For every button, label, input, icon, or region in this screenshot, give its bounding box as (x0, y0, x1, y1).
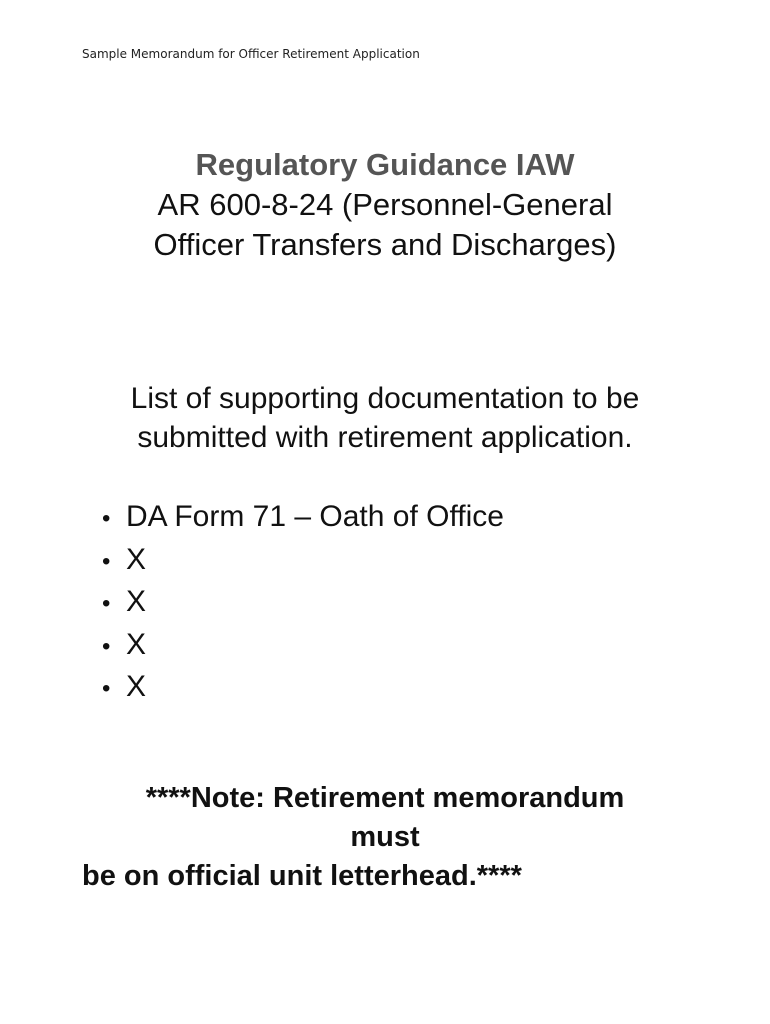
list-item (102, 625, 504, 668)
list-item-text: X (126, 670, 147, 703)
list-item (102, 497, 504, 540)
regulatory-guidance (0, 145, 770, 265)
list-item (102, 667, 504, 710)
guidance-heading: Regulatory Guidance IAW (195, 147, 575, 182)
guidance-regulation-title: Officer Transfers and Discharges) (153, 227, 617, 262)
note-line-3: be on official unit letterhead.**** (82, 860, 522, 892)
list-item-text: X (126, 627, 147, 661)
bullet-icon: • (102, 505, 111, 532)
note-line-2: must (350, 821, 420, 853)
letterhead-note (0, 779, 770, 896)
list-item (102, 540, 504, 583)
list-item-text: X (126, 542, 147, 576)
guidance-regulation: AR 600-8-24 (Personnel-General (157, 187, 613, 222)
bullet-icon: • (102, 675, 111, 702)
list-item-text: X (126, 585, 147, 618)
intro-line-2: submitted with retirement application. (137, 421, 633, 454)
supporting-documents-list (102, 497, 504, 710)
intro-line-1: List of supporting documentation to be (130, 382, 640, 415)
list-item (102, 582, 504, 625)
bullet-icon: • (102, 547, 111, 575)
bullet-icon: • (102, 632, 111, 660)
list-item-text: DA Form 71 – Oath of Office (126, 500, 504, 533)
documentation-intro (0, 379, 770, 457)
note-line-1: ****Note: Retirement memorandum (145, 782, 625, 814)
bullet-icon: • (102, 590, 111, 617)
page-header: Sample Memorandum for Officer Retirement Application (82, 47, 420, 61)
